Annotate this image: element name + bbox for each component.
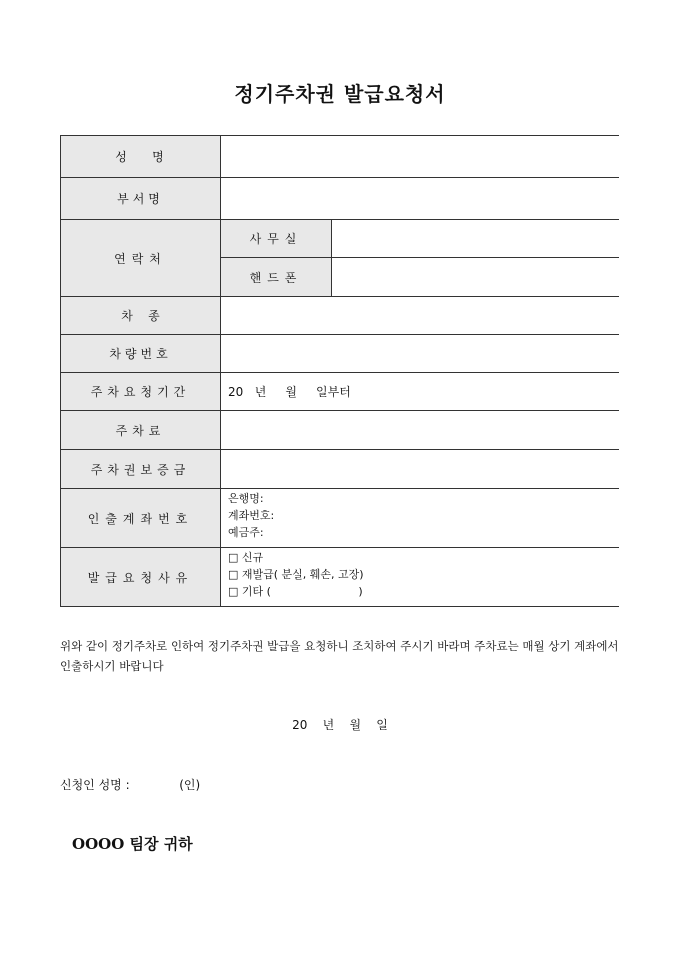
- reason-new-checkbox[interactable]: □ 신규: [228, 551, 264, 564]
- page-title: 정기주차권 발급요청서: [234, 82, 446, 106]
- parking-period-field[interactable]: 20 년 월 일부터: [221, 373, 619, 411]
- contact-label: 연락처: [61, 220, 221, 297]
- account-label: 인출계좌번호: [61, 489, 221, 548]
- mobile-label: 핸드폰: [221, 258, 332, 297]
- account-number-line: 계좌번호:: [228, 509, 275, 522]
- parking-period-label: 주차요청기간: [61, 373, 221, 411]
- car-type-field[interactable]: [221, 297, 619, 335]
- office-label: 사무실: [221, 220, 332, 258]
- account-field[interactable]: [221, 489, 619, 548]
- reason-field: [221, 548, 619, 606]
- name-label: 성 명: [61, 136, 221, 178]
- car-type-label: 차 종: [61, 297, 221, 335]
- dept-label: 부서명: [61, 178, 221, 220]
- reason-other-checkbox[interactable]: □ 기타 ( ): [228, 585, 363, 598]
- date-line: 20 년 월 일: [292, 718, 388, 732]
- reason-label: 발급요청사유: [61, 548, 221, 606]
- dept-field[interactable]: [221, 178, 619, 220]
- request-form-table: [60, 135, 619, 607]
- bank-name-line: 은행명:: [228, 492, 264, 505]
- account-holder-line: 예금주:: [228, 526, 264, 539]
- name-field[interactable]: [221, 136, 619, 178]
- addressee: OOOO 팀장 귀하: [72, 835, 193, 853]
- mobile-phone-field[interactable]: [332, 258, 619, 297]
- deposit-field[interactable]: [221, 450, 619, 489]
- parking-fee-label: 주차료: [61, 411, 221, 450]
- request-statement: 위와 같이 정기주차로 인하여 정기주차권 발급을 요청하니 조치하여 주시기 바라며 주차료는 매월 상기 계좌에서 인출하시기 바랍니다: [60, 639, 619, 673]
- parking-fee-field[interactable]: [221, 411, 619, 450]
- plate-number-field[interactable]: [221, 335, 619, 373]
- reason-reissue-checkbox[interactable]: □ 재발급( 분실, 훼손, 고장): [228, 568, 364, 581]
- deposit-label: 주차권보증금: [61, 450, 221, 489]
- applicant-signature-line: 신청인 성명 : (인): [60, 778, 201, 792]
- office-phone-field[interactable]: [332, 220, 619, 258]
- plate-number-label: 차량번호: [61, 335, 221, 373]
